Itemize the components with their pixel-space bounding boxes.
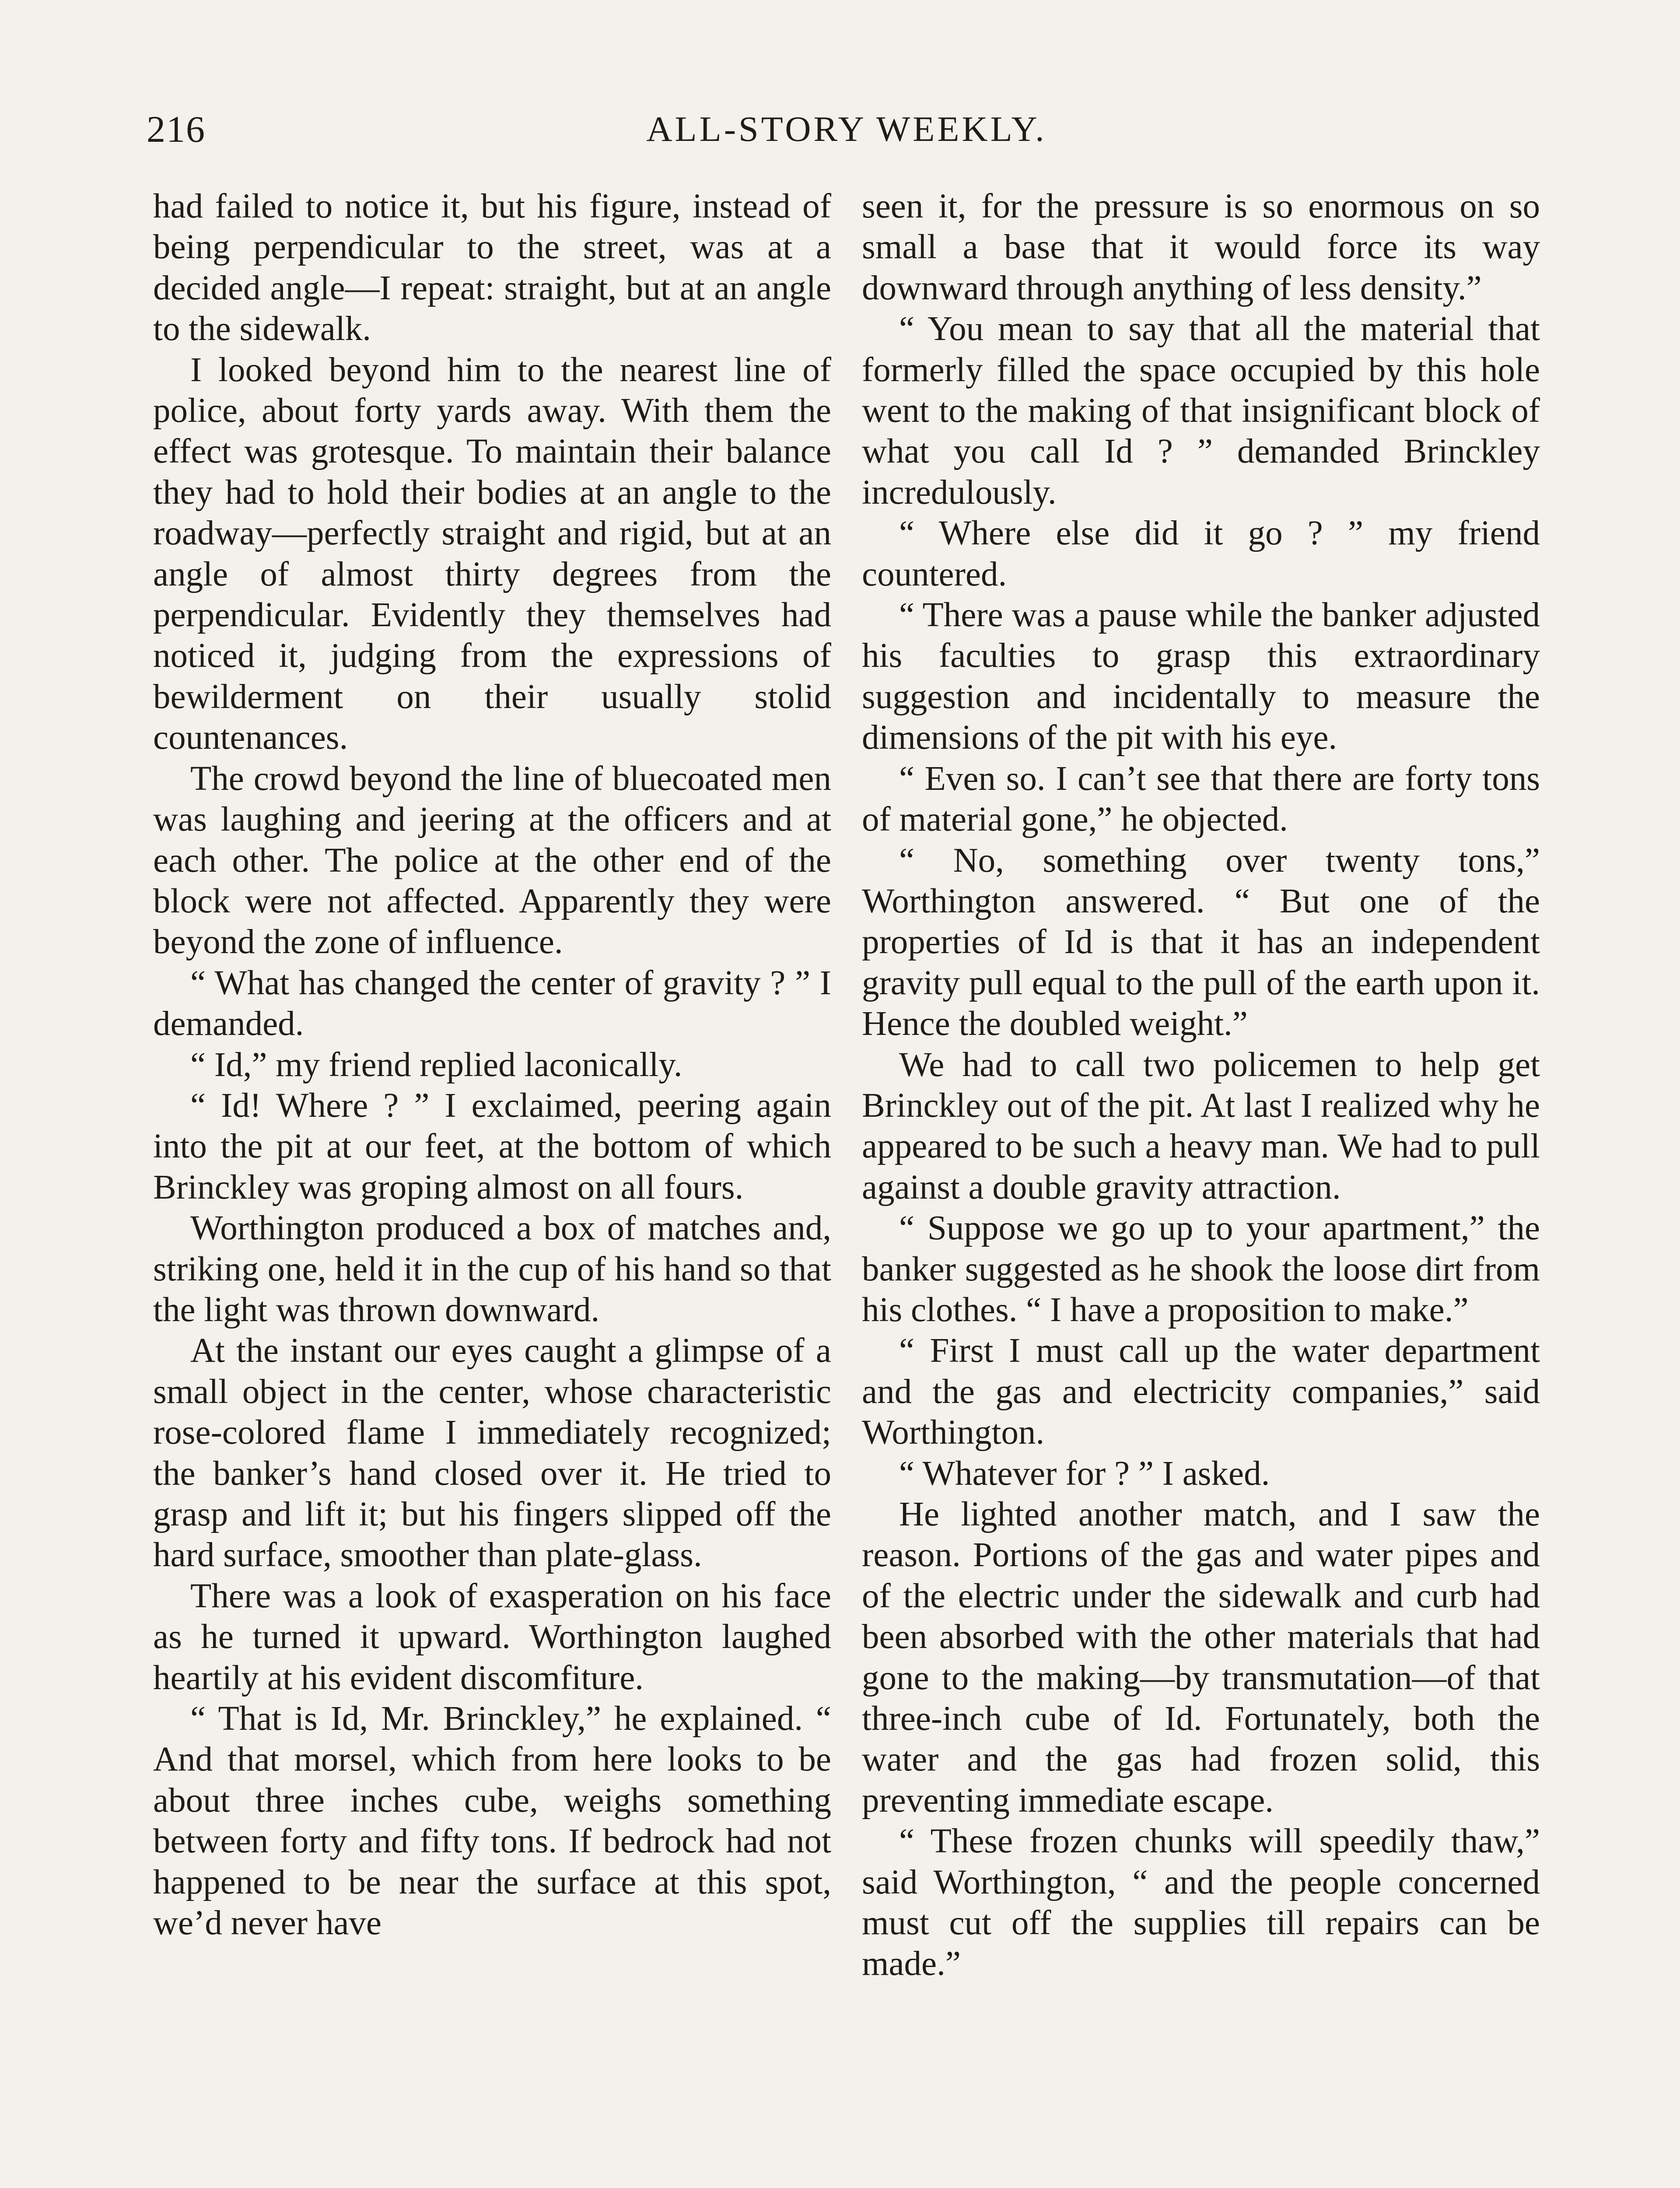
paragraph: “ These frozen chunks will speedily thaw,” said Worthington, “ and the people concerned must cut off the supplies till repairs can be made.” [862, 1822, 1540, 1983]
left-text-column [153, 186, 831, 1943]
paragraph: seen it, for the pressure is so enormous on so small a base that it would force its way downward through anything of less density.” [862, 187, 1540, 307]
paragraph: “ That is Id, Mr. Brinckley,” he explained. “ And that morsel, which from here looks to be about three inches cube, weighs something between forty and fifty tons. If bedrock had not happened to be near the surface at this spot, we’d never have [153, 1700, 831, 1943]
paragraph: The crowd beyond the line of bluecoated men was laughing and jeering at the officers and at each other. The police at the other end of the block were not affected. Apparently they were beyond the zone of influence. [153, 759, 831, 961]
paragraph: “ Even so. I can’t see that there are forty tons of material gone,” he objected. [862, 759, 1540, 839]
paragraph: “ What has changed the center of gravity ? ” I demanded. [153, 964, 831, 1043]
paragraph: had failed to notice it, but his figure, instead of being perpendicular to the street, was at a decided angle—I repeat: straight, but at an angle to the sidewalk. [153, 187, 831, 348]
paragraph: “ There was a pause while the banker adjusted his faculties to grasp this extraordinary suggestion and incidentally to measure the dimensions of the pit with his eye. [862, 596, 1540, 757]
paragraph: We had to call two policemen to help get Brinckley out of the pit. At last I realized why he appeared to be such a heavy man. We had to pull against a double gravity attraction. [862, 1045, 1540, 1206]
paragraph: “ Whatever for ? ” I asked. [899, 1454, 1270, 1493]
paragraph: “ Id! Where ? ” I exclaimed, peering again into the pit at our feet, at the bottom of which Brinckley was groping almost on all fours. [153, 1086, 831, 1206]
paragraph: “ Suppose we go up to your apartment,” the banker suggested as he shook the loose dirt from his clothes. “ I have a proposition to make.” [862, 1209, 1540, 1329]
paragraph: There was a look of exasperation on his face as he turned it upward. Worthington laughed heartily at his evident discomfiture. [153, 1577, 831, 1697]
paragraph: At the instant our eyes caught a glimpse of a small object in the center, whose characteristic rose-colored flame I immediately recognized; the banker’s hand closed over it. He tried to grasp and lift it; but his fingers slipped off the hard surface, smoother than plate-glass. [153, 1332, 831, 1574]
paragraph: “ First I must call up the water department and the gas and electricity companies,” said Worthington. [862, 1332, 1540, 1452]
magazine-title: ALL-STORY WEEKLY. [646, 109, 1047, 149]
paragraph: “ Id,” my friend replied laconically. [190, 1045, 682, 1084]
paragraph: Worthington produced a box of matches and, striking one, held it in the cup of his hand so that the light was thrown downward. [153, 1209, 831, 1329]
paragraph: I looked beyond him to the nearest line of police, about forty yards away. With them the effect was grotesque. To maintain their balance they had to hold their bodies at an angle to the roadway—perfectly straight and rigid, but at an angle of almost thirty degrees from the perpendicular. Evidently they themselves had noticed it, judging from the expressions of bewilderment on their usually stolid countenances. [153, 351, 831, 757]
page-header [147, 98, 1547, 160]
paragraph: He lighted another match, and I saw the reason. Portions of the gas and water pipes and of the electric under the sidewalk and curb had been absorbed with the other materials that had gone to the making—by transmutation—of that three-inch cube of Id. Fortunately, both the water and the gas had frozen solid, this preventing immediate escape. [862, 1495, 1540, 1820]
paragraph: “ No, something over twenty tons,” Worthington answered. “ But one of the properties of Id is that it has an independent gravity pull equal to the pull of the earth upon it. Hence the doubled weight.” [862, 841, 1540, 1043]
paragraph: “ Where else did it go ? ” my friend countered. [862, 514, 1540, 593]
paragraph: “ You mean to say that all the material that formerly filled the space occupied by this hole went to the making of that insignificant block of what you call Id ? ” demanded Brinckley incredulously. [862, 310, 1540, 512]
right-text-column [862, 186, 1540, 1985]
page-number: 216 [147, 108, 206, 150]
